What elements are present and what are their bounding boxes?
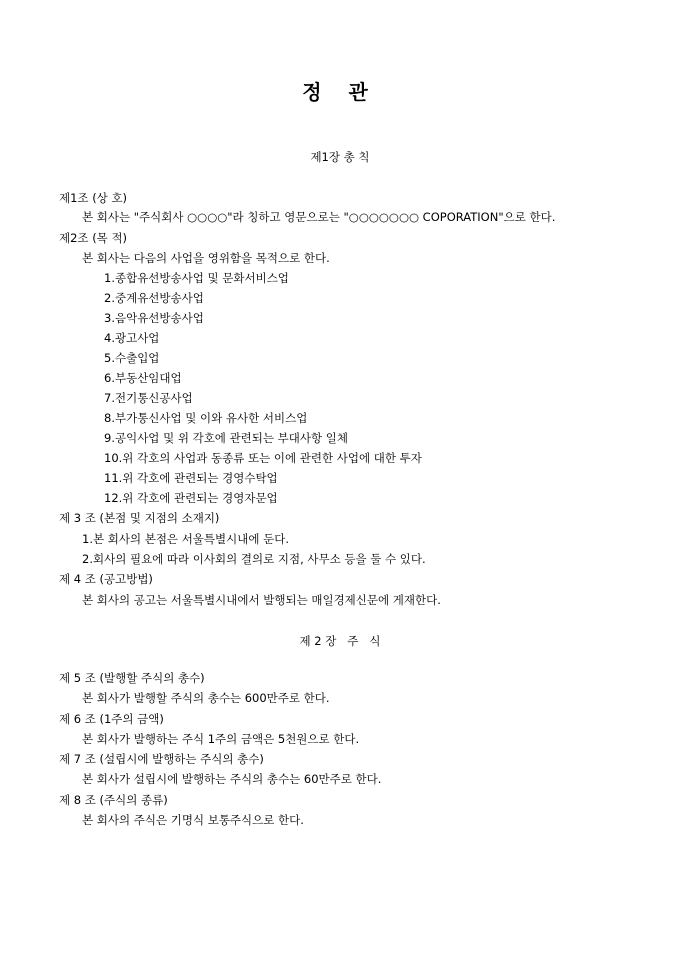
article-2-item: 4.광고사업 bbox=[104, 331, 160, 345]
article-2-item: 6.부동산임대업 bbox=[104, 371, 182, 385]
article-2-item: 7.전기통신공사업 bbox=[104, 391, 193, 405]
article-2-body: 본 회사는 다음의 사업을 영위함을 목적으로 한다. bbox=[82, 251, 330, 265]
article-1-body: 본 회사는 "주식회사 ○○○○"라 칭하고 영문으로는 "○○○○○○○ COPORATION"으로 한다. bbox=[82, 210, 556, 224]
article-7-heading: 제 7 조 (설립시에 발행하는 주식의 총수) bbox=[59, 752, 264, 766]
article-2-item: 12.위 각호에 관련되는 경영자문업 bbox=[104, 491, 278, 505]
article-3-heading: 제 3 조 (본점 및 지점의 소재지) bbox=[59, 511, 220, 525]
article-5-heading: 제 5 조 (발행할 주식의 총수) bbox=[59, 671, 205, 685]
article-3-item: 1.본 회사의 본점은 서울특별시내에 둔다. bbox=[82, 532, 289, 546]
document-title: 정 관 bbox=[302, 80, 378, 104]
article-2-item: 5.수출입업 bbox=[104, 351, 160, 365]
article-8-body: 본 회사의 주식은 기명식 보통주식으로 한다. bbox=[82, 813, 304, 827]
chapter-1-heading: 제1장 총 칙 bbox=[310, 150, 370, 164]
article-2-item: 2.중계유선방송사업 bbox=[104, 291, 204, 305]
article-4-body: 본 회사의 공고는 서울특별시내에서 발행되는 매일경제신문에 게재한다. bbox=[82, 593, 441, 607]
article-2-item: 11.위 각호에 관련되는 경영수탁업 bbox=[104, 471, 278, 485]
article-2-heading: 제2조 (목 적) bbox=[59, 231, 128, 245]
article-6-heading: 제 6 조 (1주의 금액) bbox=[59, 712, 164, 726]
article-2-item: 9.공익사업 및 위 각호에 관련되는 부대사항 일체 bbox=[104, 431, 348, 445]
article-3-item: 2.회사의 필요에 따라 이사회의 결의로 지점, 사무소 등을 둘 수 있다. bbox=[82, 552, 426, 566]
article-2-item: 3.음악유선방송사업 bbox=[104, 311, 204, 325]
chapter-2-heading: 제 2 장 주 식 bbox=[299, 634, 381, 648]
article-8-heading: 제 8 조 (주식의 종류) bbox=[59, 793, 168, 807]
article-2-item: 8.부가통신사업 및 이와 유사한 서비스업 bbox=[104, 411, 308, 425]
article-2-item: 1.종합유선방송사업 및 문화서비스업 bbox=[104, 271, 289, 285]
article-2-item: 10.위 각호의 사업과 동종류 또는 이에 관련한 사업에 대한 투자 bbox=[104, 451, 422, 465]
article-7-body: 본 회사가 설립시에 발행하는 주식의 총수는 60만주로 한다. bbox=[82, 772, 382, 786]
article-4-heading: 제 4 조 (공고방법) bbox=[59, 572, 153, 586]
article-1-heading: 제1조 (상 호) bbox=[59, 191, 128, 205]
article-5-body: 본 회사가 발행할 주식의 총수는 600만주로 한다. bbox=[82, 691, 330, 705]
article-6-body: 본 회사가 발행하는 주식 1주의 금액은 5천원으로 한다. bbox=[82, 732, 360, 746]
